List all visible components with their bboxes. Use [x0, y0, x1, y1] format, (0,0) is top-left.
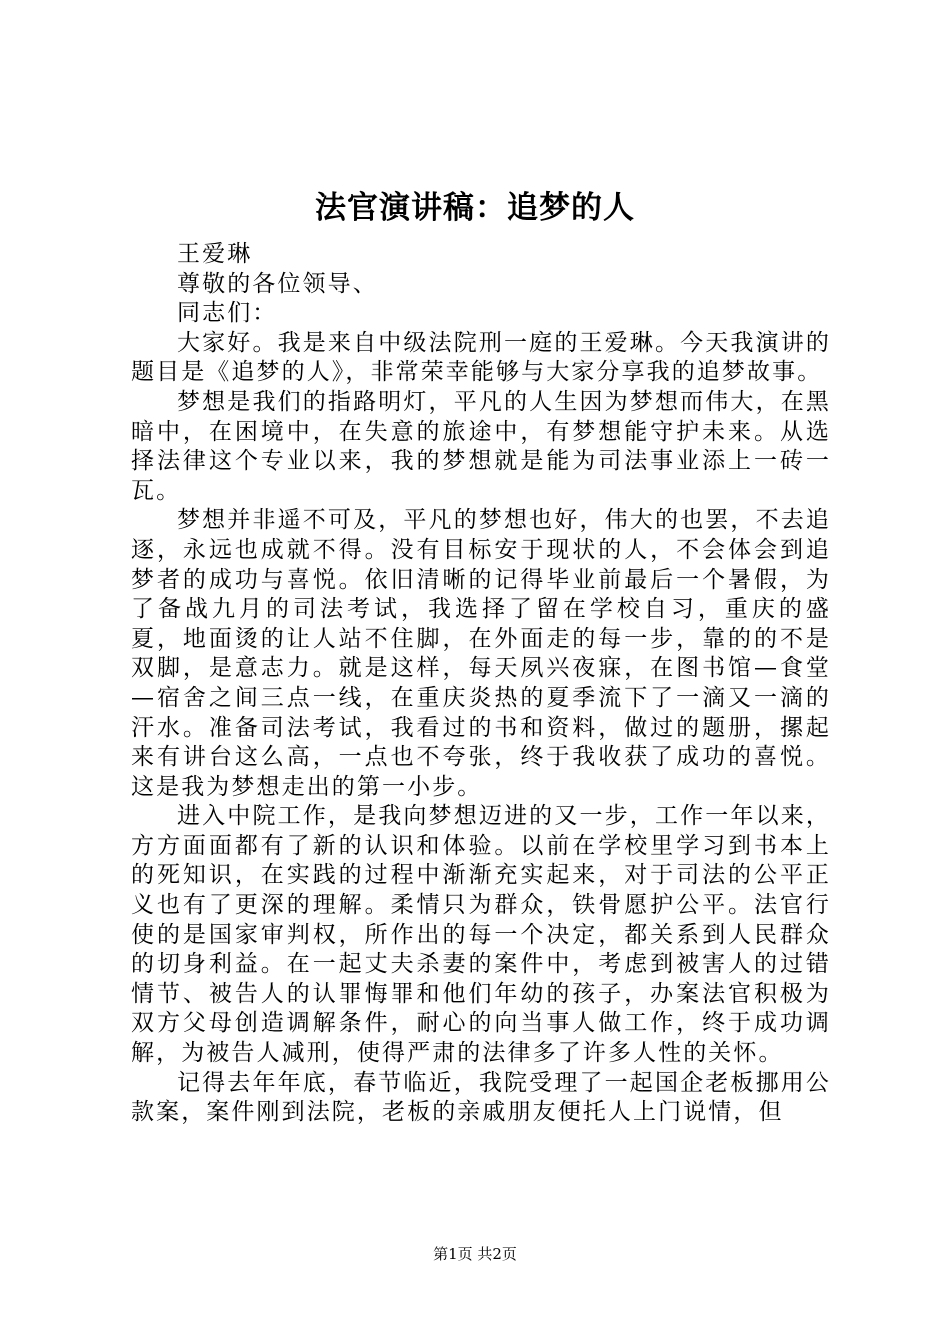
page-number: 第1页 共2页 — [433, 1245, 517, 1263]
paragraph-court-work: 进入中院工作，是我向梦想迈进的又一步，工作一年以来，方方面面都有了新的认识和体验。以前在学校里学习到书本上的死知识，在实践的过程中渐渐充实起来，对于司法的公平正义也有了更深的理解。柔情只为群众，铁骨愿护公平。法官行使的是国家审判权，所作出的每一个决定，都关系到人民群众的切身利益。在一起丈夫杀妻的案件中，考虑到被害人的过错情节、被告人的认罪悔罪和他们年幼的孩子，办案法官积极为双方父母创造调解条件，耐心的向当事人做工作，终于成功调解，为被告人减刑，使得严肃的法律多了许多人性的关怀。 — [131, 803, 831, 1067]
paragraph-greeting: 大家好。我是来自中级法院刑一庭的王爱琳。今天我演讲的题目是《追梦的人》，非常荣幸能够与大家分享我的追梦故事。 — [131, 329, 831, 386]
salutation-line-1: 尊敬的各位领导、 — [177, 270, 378, 297]
paragraph-exam-story: 梦想并非遥不可及，平凡的梦想也好，伟大的也罢，不去追逐，永远也成就不得。没有目标安于现状的人，不会体会到追梦者的成功与喜悦。依旧清晰的记得毕业前最后一个暑假，为了备战九月的司法考试，我选择了留在学校自习，重庆的盛夏，地面烫的让人站不住脚，在外面走的每一步，靠的的不是双脚，是意志力。就是这样，每天夙兴夜寐，在图书馆—食堂—宿舍之间三点一线，在重庆炎热的夏季流下了一滴又一滴的汗水。准备司法考试，我看过的书和资料，做过的题册，摞起来有讲台这么高，一点也不夸张，终于我收获了成功的喜悦。这是我为梦想走出的第一小步。 — [131, 507, 831, 800]
document-body — [131, 240, 831, 1128]
salutation-line-2: 同志们： — [177, 300, 278, 327]
author-name: 王爱琳 — [177, 241, 253, 267]
document-title: 法官演讲稿：追梦的人 — [315, 190, 635, 226]
paragraph-case-story: 记得去年年底，春节临近，我院受理了一起国企老板挪用公款案，案件刚到法院，老板的亲戚朋友便托人上门说情，但 — [131, 1069, 831, 1126]
paragraph-dream-light: 梦想是我们的指路明灯，平凡的人生因为梦想而伟大，在黑暗中，在困境中，在失意的旅途中，有梦想能守护未来。从选择法律这个专业以来，我的梦想就是能为司法事业添上一砖一瓦。 — [131, 388, 831, 504]
